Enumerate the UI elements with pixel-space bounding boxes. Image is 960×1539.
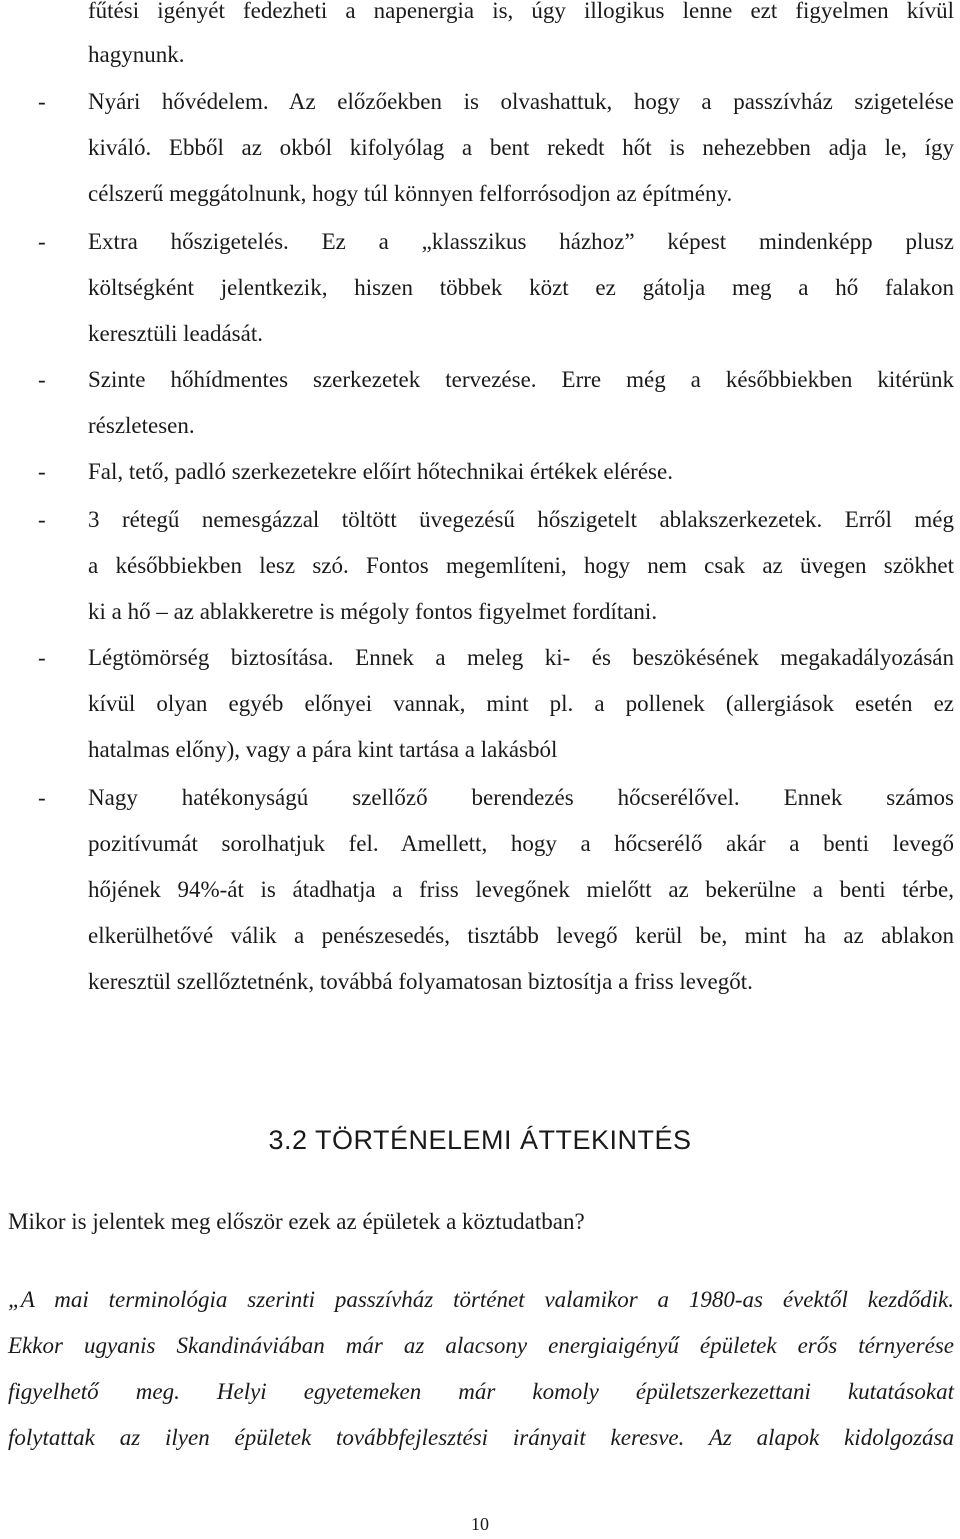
quote-line: „A mai terminológia szerinti passzívház történet valamikor a 1980-as évektől kezdődik. (8, 1287, 954, 1312)
body-line: Légtömörség biztosítása. Ennek a meleg ki- és beszökésének megakadályozásán (88, 645, 954, 670)
body-line: keresztül szellőztetnénk, továbbá folyamatosan biztosítja a friss levegőt. (88, 969, 753, 994)
body-line: kiváló. Ebből az okból kifolyólag a bent rekedt hőt is nehezebben adja le, így (88, 135, 954, 160)
quote-line: Ekkor ugyanis Skandináviában már az alacsony energiaigényű épületek erős térnyerése (8, 1333, 954, 1358)
quote-line: folytattak az ilyen épületek továbbfejlesztési irányait keresve. Az alapok kidolgozása (8, 1425, 954, 1450)
quote-line: figyelhető meg. Helyi egyetemeken már komoly épületszerkezettani kutatásokat (8, 1379, 954, 1404)
body-line: a későbbiekben lesz szó. Fontos megemlíteni, hogy nem csak az üvegen szökhet (88, 553, 954, 578)
body-line: részletesen. (88, 413, 195, 438)
body-line: Szinte hőhídmentes szerkezetek tervezése. Erre még a későbbiekben kitérünk (88, 367, 954, 392)
body-line: keresztüli leadását. (88, 321, 263, 346)
section-question: Mikor is jelentek meg először ezek az épületek a köztudatban? (8, 1209, 585, 1234)
body-line: elkerülhetővé válik a penészesedés, tisztább levegő kerül be, mint ha az ablakon (88, 923, 954, 948)
body-line: költségként jelentkezik, hiszen többek közt ez gátolja meg a hő falakon (88, 275, 954, 300)
bullet-dash: - (38, 367, 46, 392)
body-line: hatalmas előny), vagy a pára kint tartása a lakásból (88, 737, 558, 762)
bullet-dash: - (38, 459, 46, 484)
body-line: Nyári hővédelem. Az előzőekben is olvashattuk, hogy a passzívház szigetelése (88, 89, 954, 114)
body-line: hagynunk. (88, 42, 185, 67)
bullet-dash: - (38, 89, 46, 114)
body-line: hőjének 94%-át is átadhatja a friss levegőnek mielőtt az bekerülne a benti térbe, (88, 877, 954, 902)
body-line: 3 rétegű nemesgázzal töltött üvegezésű hőszigetelt ablakszerkezetek. Erről még (88, 507, 954, 532)
body-line: Fal, tető, padló szerkezetekre előírt hőtechnikai értékek elérése. (88, 459, 673, 484)
body-line: kívül olyan egyéb előnyei vannak, mint pl. a pollenek (allergiások esetén ez (88, 691, 954, 716)
body-line: fűtési igényét fedezheti a napenergia is, úgy illogikus lenne ezt figyelmen kívül (88, 0, 954, 23)
bullet-dash: - (38, 229, 46, 254)
body-line: Extra hőszigetelés. Ez a „klasszikus házhoz” képest mindenképp plusz (88, 229, 954, 254)
body-line: ki a hő – az ablakkeretre is mégoly fontos figyelmet fordítani. (88, 599, 658, 624)
bullet-dash: - (38, 645, 46, 670)
page-number: 10 (471, 1514, 489, 1534)
section-heading: 3.2 TÖRTÉNELEMI ÁTTEKINTÉS (268, 1125, 692, 1155)
body-line: célszerű meggátolnunk, hogy túl könnyen felforrósodjon az építmény. (88, 181, 733, 206)
body-line: pozitívumát sorolhatjuk fel. Amellett, hogy a hőcserélő akár a benti levegő (88, 831, 954, 856)
bullet-dash: - (38, 785, 46, 810)
bullet-dash: - (38, 507, 46, 532)
body-line: Nagy hatékonyságú szellőző berendezés hőcserélővel. Ennek számos (88, 785, 954, 810)
